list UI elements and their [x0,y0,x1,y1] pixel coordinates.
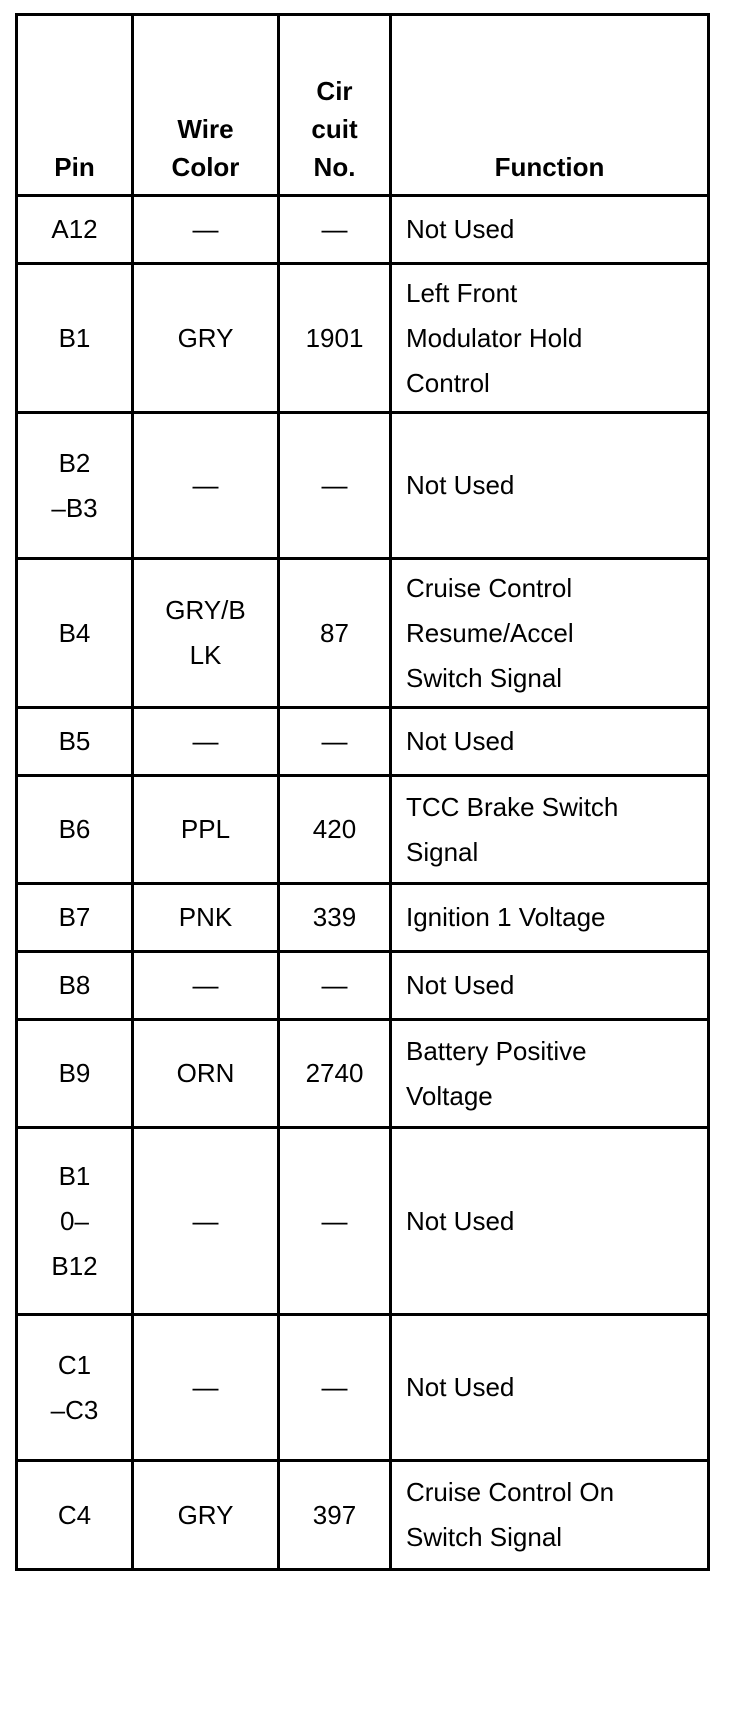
wire-color-cell-text: PNK [178,902,233,932]
wire-color-cell-text: GRY/B LK [165,595,246,670]
wire-color-cell-text: — [192,470,219,500]
function-cell [391,776,709,884]
function-cell [391,559,709,708]
circuit-no-cell-text: — [321,1372,348,1402]
function-cell [391,952,709,1020]
circuit-no-cell [279,196,391,264]
function-cell [391,1461,709,1570]
circuit-no-cell [279,708,391,776]
circuit-no-cell-text: 420 [312,814,357,844]
header-wire-color: Wire Color [133,15,279,196]
function-cell [391,884,709,952]
pin-cell-text: B7 [58,902,91,932]
circuit-no-cell-text: — [321,1205,348,1236]
header-row [17,15,709,196]
pin-cell [17,1020,133,1128]
circuit-no-cell-text: 339 [312,902,357,932]
wire-color-cell [133,708,279,776]
function-cell [391,413,709,559]
header-function: Function [391,15,709,196]
pin-cell [17,884,133,952]
function-cell-text: Cruise Control On Switch Signal [406,1477,615,1552]
wire-color-cell [133,559,279,708]
function-cell-text: Not Used [406,970,515,1000]
circuit-no-cell [279,1020,391,1128]
function-cell-text: Not Used [406,1372,515,1402]
table-row [17,708,709,776]
pin-cell [17,708,133,776]
function-cell-text: Cruise Control Resume/Accel Switch Signal [406,572,574,693]
pin-cell-text: C1 –C3 [50,1349,99,1425]
pin-cell-text: B1 [58,322,91,353]
pin-cell-text: B9 [58,1058,91,1088]
circuit-no-cell [279,413,391,559]
table-row [17,952,709,1020]
pin-cell-text: B2 –B3 [51,447,98,523]
pin-cell [17,1315,133,1461]
table-row [17,264,709,413]
circuit-no-cell [279,1315,391,1461]
table-row [17,413,709,559]
pin-cell-text: C4 [57,1499,92,1530]
circuit-no-cell-text: 2740 [305,1058,364,1088]
wire-color-cell [133,1128,279,1315]
table-row [17,1020,709,1128]
wire-color-cell [133,1020,279,1128]
pin-cell [17,776,133,884]
pin-cell-text: B6 [58,814,91,844]
pin-cell [17,952,133,1020]
table-row [17,1461,709,1570]
pin-cell [17,196,133,264]
circuit-no-cell-text: 87 [320,617,349,648]
table-row [17,1315,709,1461]
function-cell-text: Not Used [406,214,515,244]
table-row [17,884,709,952]
table-row [17,776,709,884]
wire-color-cell [133,1315,279,1461]
pin-cell [17,559,133,708]
wire-color-cell [133,413,279,559]
circuit-no-cell [279,264,391,413]
circuit-no-cell [279,1461,391,1570]
wire-color-cell-text: — [192,1205,219,1236]
table-row [17,1128,709,1315]
function-cell [391,1128,709,1315]
wire-color-cell [133,196,279,264]
pin-cell [17,413,133,559]
function-cell-text: Left Front Modulator Hold Control [406,277,583,398]
pin-cell-text: B4 [58,617,91,648]
pin-cell-text: B5 [58,726,91,756]
wire-color-cell-text: — [192,214,219,244]
table-row [17,196,709,264]
pin-cell [17,264,133,413]
circuit-no-cell [279,776,391,884]
function-cell-text: TCC Brake Switch Signal [406,791,619,867]
circuit-no-cell-text: — [321,970,348,1000]
wire-color-cell-text: ORN [176,1058,235,1088]
header-circuit-no: Cir cuit No. [279,15,391,196]
circuit-no-cell [279,1128,391,1315]
circuit-no-cell-text: — [321,470,348,500]
function-cell [391,708,709,776]
function-cell [391,196,709,264]
wire-color-cell-text: — [192,1372,219,1402]
table-header [17,15,709,196]
wire-color-cell-text: — [192,726,219,756]
table-body [17,196,709,1570]
circuit-no-cell [279,884,391,952]
circuit-no-cell [279,559,391,708]
pin-table [15,13,710,1571]
circuit-no-cell-text: — [321,214,348,244]
function-cell-text: Not Used [406,470,515,500]
function-cell-text: Not Used [406,726,515,756]
function-cell-text: Ignition 1 Voltage [406,902,606,932]
pin-cell-text: B8 [58,970,91,1000]
circuit-no-cell-text: 1901 [305,322,364,353]
wire-color-cell [133,264,279,413]
wire-color-cell-text: GRY [177,322,234,353]
pin-cell-text: A12 [51,214,98,244]
function-cell-text: Battery Positive Voltage [406,1035,587,1111]
wire-color-cell-text: — [192,970,219,1000]
pin-cell-text: B1 0– B12 [51,1160,98,1281]
wire-color-cell [133,884,279,952]
function-cell [391,1020,709,1128]
circuit-no-cell-text: — [321,726,348,756]
wire-color-cell-text: PPL [180,814,231,844]
function-cell [391,1315,709,1461]
wire-color-cell [133,952,279,1020]
circuit-no-cell-text: 397 [312,1499,357,1530]
pin-cell [17,1128,133,1315]
function-cell-text: Not Used [406,1205,515,1236]
pin-cell [17,1461,133,1570]
header-pin: Pin [17,15,133,196]
wire-color-cell [133,776,279,884]
wire-color-cell-text: GRY [177,1499,234,1530]
function-cell [391,264,709,413]
circuit-no-cell [279,952,391,1020]
wire-color-cell [133,1461,279,1570]
table-row [17,559,709,708]
